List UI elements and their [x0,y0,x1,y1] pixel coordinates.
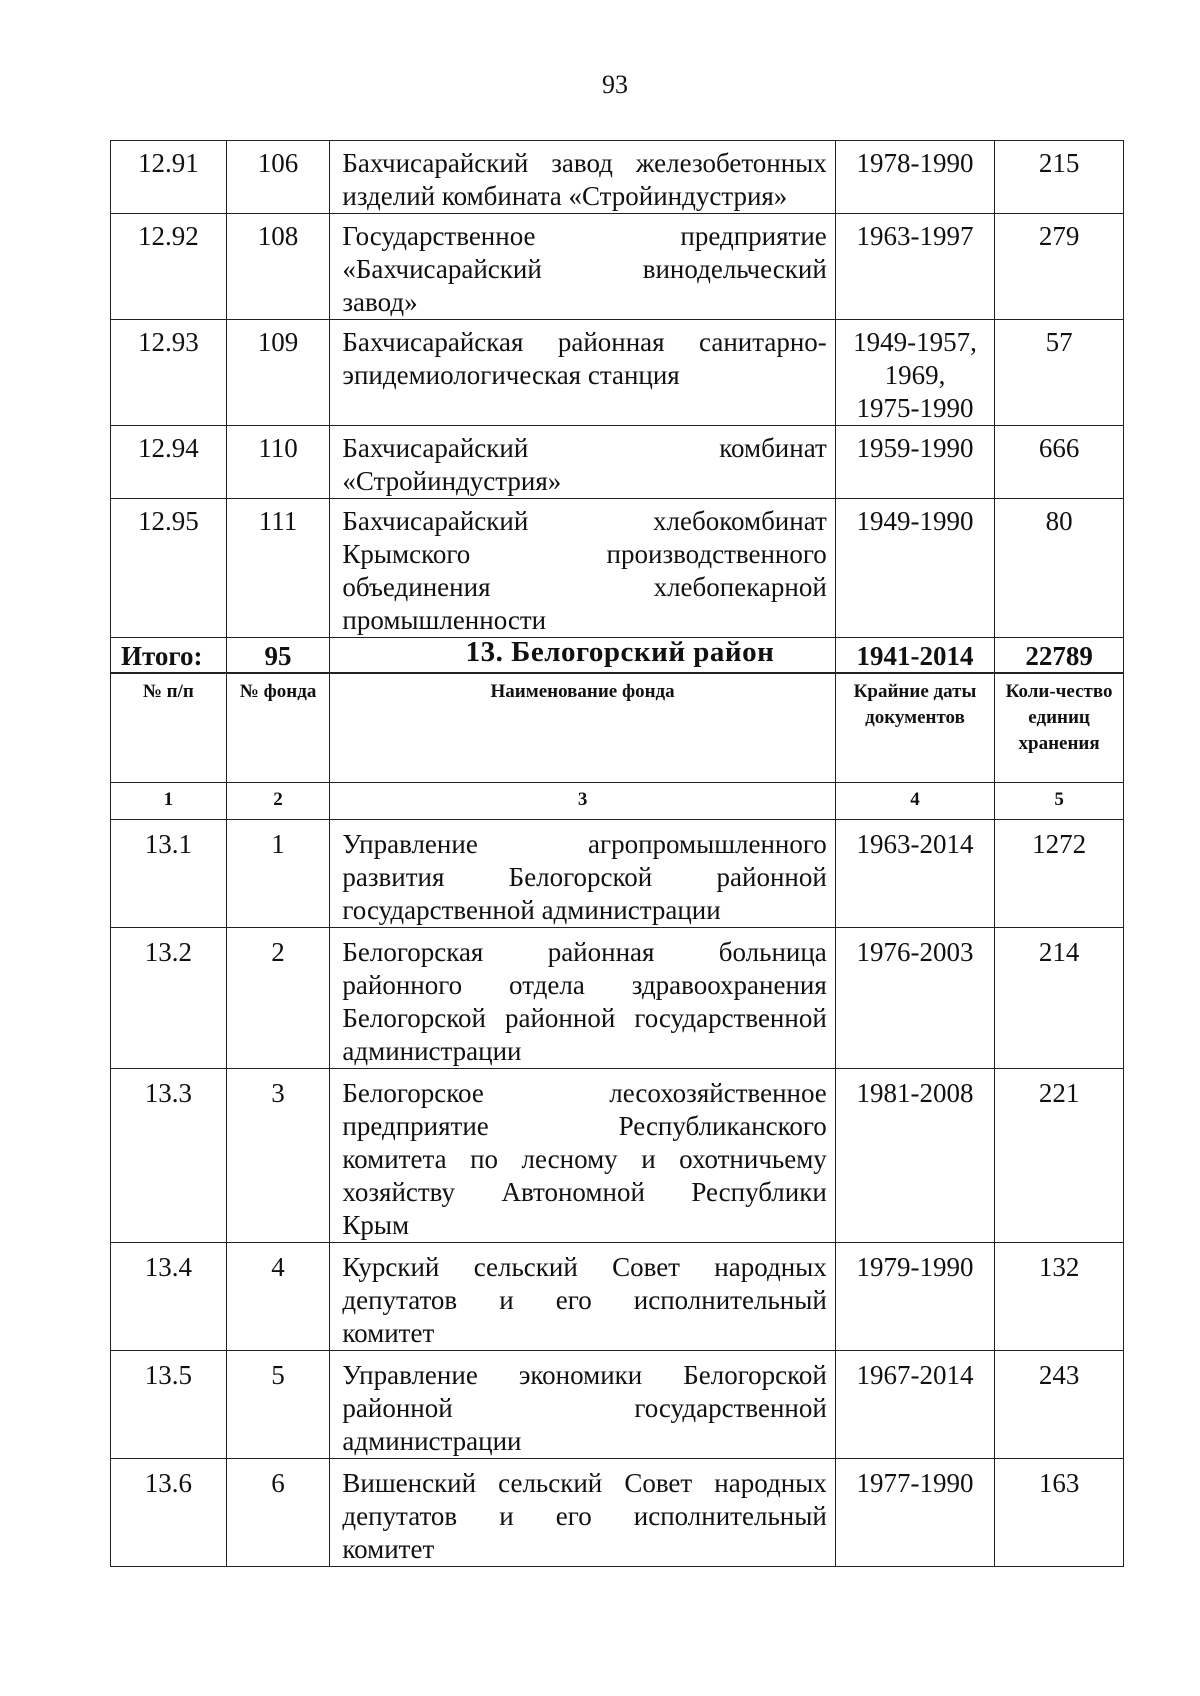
fond-name-line: Управление агропромышленного [342,829,827,859]
row-number: 13.4 [111,1243,227,1351]
fond-name-line: эпидемиологическая станция [342,360,680,390]
dates-cell: 1976-2003 [835,928,994,1069]
table-row [111,426,1124,499]
fond-name-line: объединения хлебопекарной [342,572,827,602]
fond-name-line: промышленности [342,605,547,635]
row-number: 12.92 [111,214,227,320]
col-number: 1 [111,783,227,820]
row-number: 13.3 [111,1069,227,1243]
fond-name-line: комитет [342,1318,435,1348]
fond-name-line: комитета по лесному и охотничьему [342,1144,827,1174]
table-body [111,820,1124,1567]
fond-name-line: депутатов и его исполнительный [342,1285,827,1315]
section-title: 13. Белогорский район [465,636,775,668]
fond-name-line: развития Белогорской районной [342,862,827,892]
fond-name-cell [330,1243,835,1351]
col-number: 3 [330,783,835,820]
fond-name-cell [330,1069,835,1243]
fond-name-line: «Стройиндустрия» [342,466,562,496]
fond-name-cell [330,320,835,426]
unit-count: 163 [995,1459,1124,1567]
dates-cell: 1963-2014 [835,820,994,928]
fond-number: 4 [226,1243,330,1351]
row-number: 12.95 [111,499,227,638]
dates-cell: 1977-1990 [835,1459,994,1567]
unit-count: 80 [995,499,1124,638]
row-number: 13.2 [111,928,227,1069]
table-row [111,820,1124,928]
dates-cell: 1981-2008 [835,1069,994,1243]
fond-name-line: «Бахчисарайский винодельческий [342,254,827,284]
table-body [111,141,1124,638]
fond-name-line: предприятие Республиканского [342,1111,827,1141]
fond-name-line: изделий комбината «Стройиндустрия» [342,181,788,211]
table-row [111,141,1124,214]
table-row [111,1459,1124,1567]
dates-cell [835,426,994,499]
fond-number: 108 [226,214,330,320]
column-number-row [111,783,1124,820]
fond-name-cell [330,1459,835,1567]
fond-name-line: Государственное предприятие [342,221,827,251]
fond-name-cell [330,928,835,1069]
unit-count: 132 [995,1243,1124,1351]
fond-name-line: Бахчисарайский хлебокомбинат [342,506,827,536]
dates-cell [835,141,994,214]
fond-name-line: Бахчисарайский комбинат [342,433,827,463]
fond-name-line: Бахчисарайская районная санитарно- [342,327,827,357]
fond-number: 111 [226,499,330,638]
fond-name-line: районной государственной [342,1393,827,1423]
table-row [111,1243,1124,1351]
table-row [111,499,1124,638]
unit-count: 1272 [995,820,1124,928]
header-count: Коли-чество единиц хранения [995,673,1124,783]
row-number: 12.93 [111,320,227,426]
row-number: 13.5 [111,1351,227,1459]
dates-cell [835,214,994,320]
unit-count: 666 [995,426,1124,499]
unit-count: 279 [995,214,1124,320]
dates-line: 1963-1997 [856,221,974,251]
fond-name-line: Белогорской районной государственной [342,1003,827,1033]
fond-name-line: Крымского производственного [342,539,827,569]
table-row [111,214,1124,320]
fond-name-line: Бахчисарайский завод железобетонных [342,148,827,178]
fond-name-line: депутатов и его исполнительный [342,1501,827,1531]
fond-name-line: Курский сельский Совет народных [342,1252,827,1282]
fond-number: 110 [226,426,330,499]
fond-name-cell [330,499,835,638]
dates-line: 1975-1990 [856,393,974,423]
unit-count: 215 [995,141,1124,214]
header-name: Наименование фонда [330,673,835,783]
unit-count: 221 [995,1069,1124,1243]
fond-name-line: Белогорское лесохозяйственное [342,1078,827,1108]
dates-line: 1949-1957, [853,327,977,357]
header-num: № п/п [111,673,227,783]
table-section-13 [110,672,1124,1567]
table-row [111,320,1124,426]
fond-name-line: Вишенский сельский Совет народных [342,1468,827,1498]
fond-number: 1 [226,820,330,928]
total-label: Итого: [111,638,227,674]
dates-line: 1969, [884,360,946,390]
table-row [111,1351,1124,1459]
fond-name-cell [330,426,835,499]
col-number: 4 [835,783,994,820]
fond-name-line: администрации [342,1036,522,1066]
row-number: 12.94 [111,426,227,499]
table-row [111,1069,1124,1243]
fond-name-cell [330,141,835,214]
fond-name-line: государственной администрации [342,895,721,925]
fond-name-line: Белогорская районная больница [342,937,827,967]
dates-line: 1959-1990 [856,433,974,463]
header-dates: Крайние даты документов [835,673,994,783]
unit-count: 243 [995,1351,1124,1459]
fond-number: 3 [226,1069,330,1243]
fond-name-cell [330,1351,835,1459]
fond-name-line: Крым [342,1210,410,1240]
fond-name-line: Управление экономики Белогорской [342,1360,827,1390]
fond-name-line: комитет [342,1534,435,1564]
fond-number: 2 [226,928,330,1069]
dates-cell [835,320,994,426]
fond-name-cell [330,820,835,928]
dates-line: 1949-1990 [856,506,974,536]
fond-number: 109 [226,320,330,426]
fond-number: 5 [226,1351,330,1459]
row-number: 12.91 [111,141,227,214]
row-number: 13.1 [111,820,227,928]
row-number: 13.6 [111,1459,227,1567]
col-number: 2 [226,783,330,820]
col-number: 5 [995,783,1124,820]
fond-number: 6 [226,1459,330,1567]
unit-count: 57 [995,320,1124,426]
table-section-12 [110,140,1124,674]
unit-count: 214 [995,928,1124,1069]
dates-line: 1978-1990 [856,148,974,178]
total-dates: 1941-2014 [835,638,994,674]
dates-cell [835,499,994,638]
header-fond: № фонда [226,673,330,783]
dates-cell: 1967-2014 [835,1351,994,1459]
fond-name-cell [330,214,835,320]
fond-name-line: хозяйству Автономной Республики [342,1177,827,1207]
fond-number: 106 [226,141,330,214]
total-fond-count: 95 [226,638,330,674]
dates-cell: 1979-1990 [835,1243,994,1351]
fond-name-line: завод» [342,287,418,317]
table-row [111,928,1124,1069]
header-row [111,673,1124,783]
page-number: 93 [602,70,628,99]
total-count: 22789 [995,638,1124,674]
fond-name-line: администрации [342,1426,522,1456]
fond-name-line: районного отдела здравоохранения [342,970,827,1000]
